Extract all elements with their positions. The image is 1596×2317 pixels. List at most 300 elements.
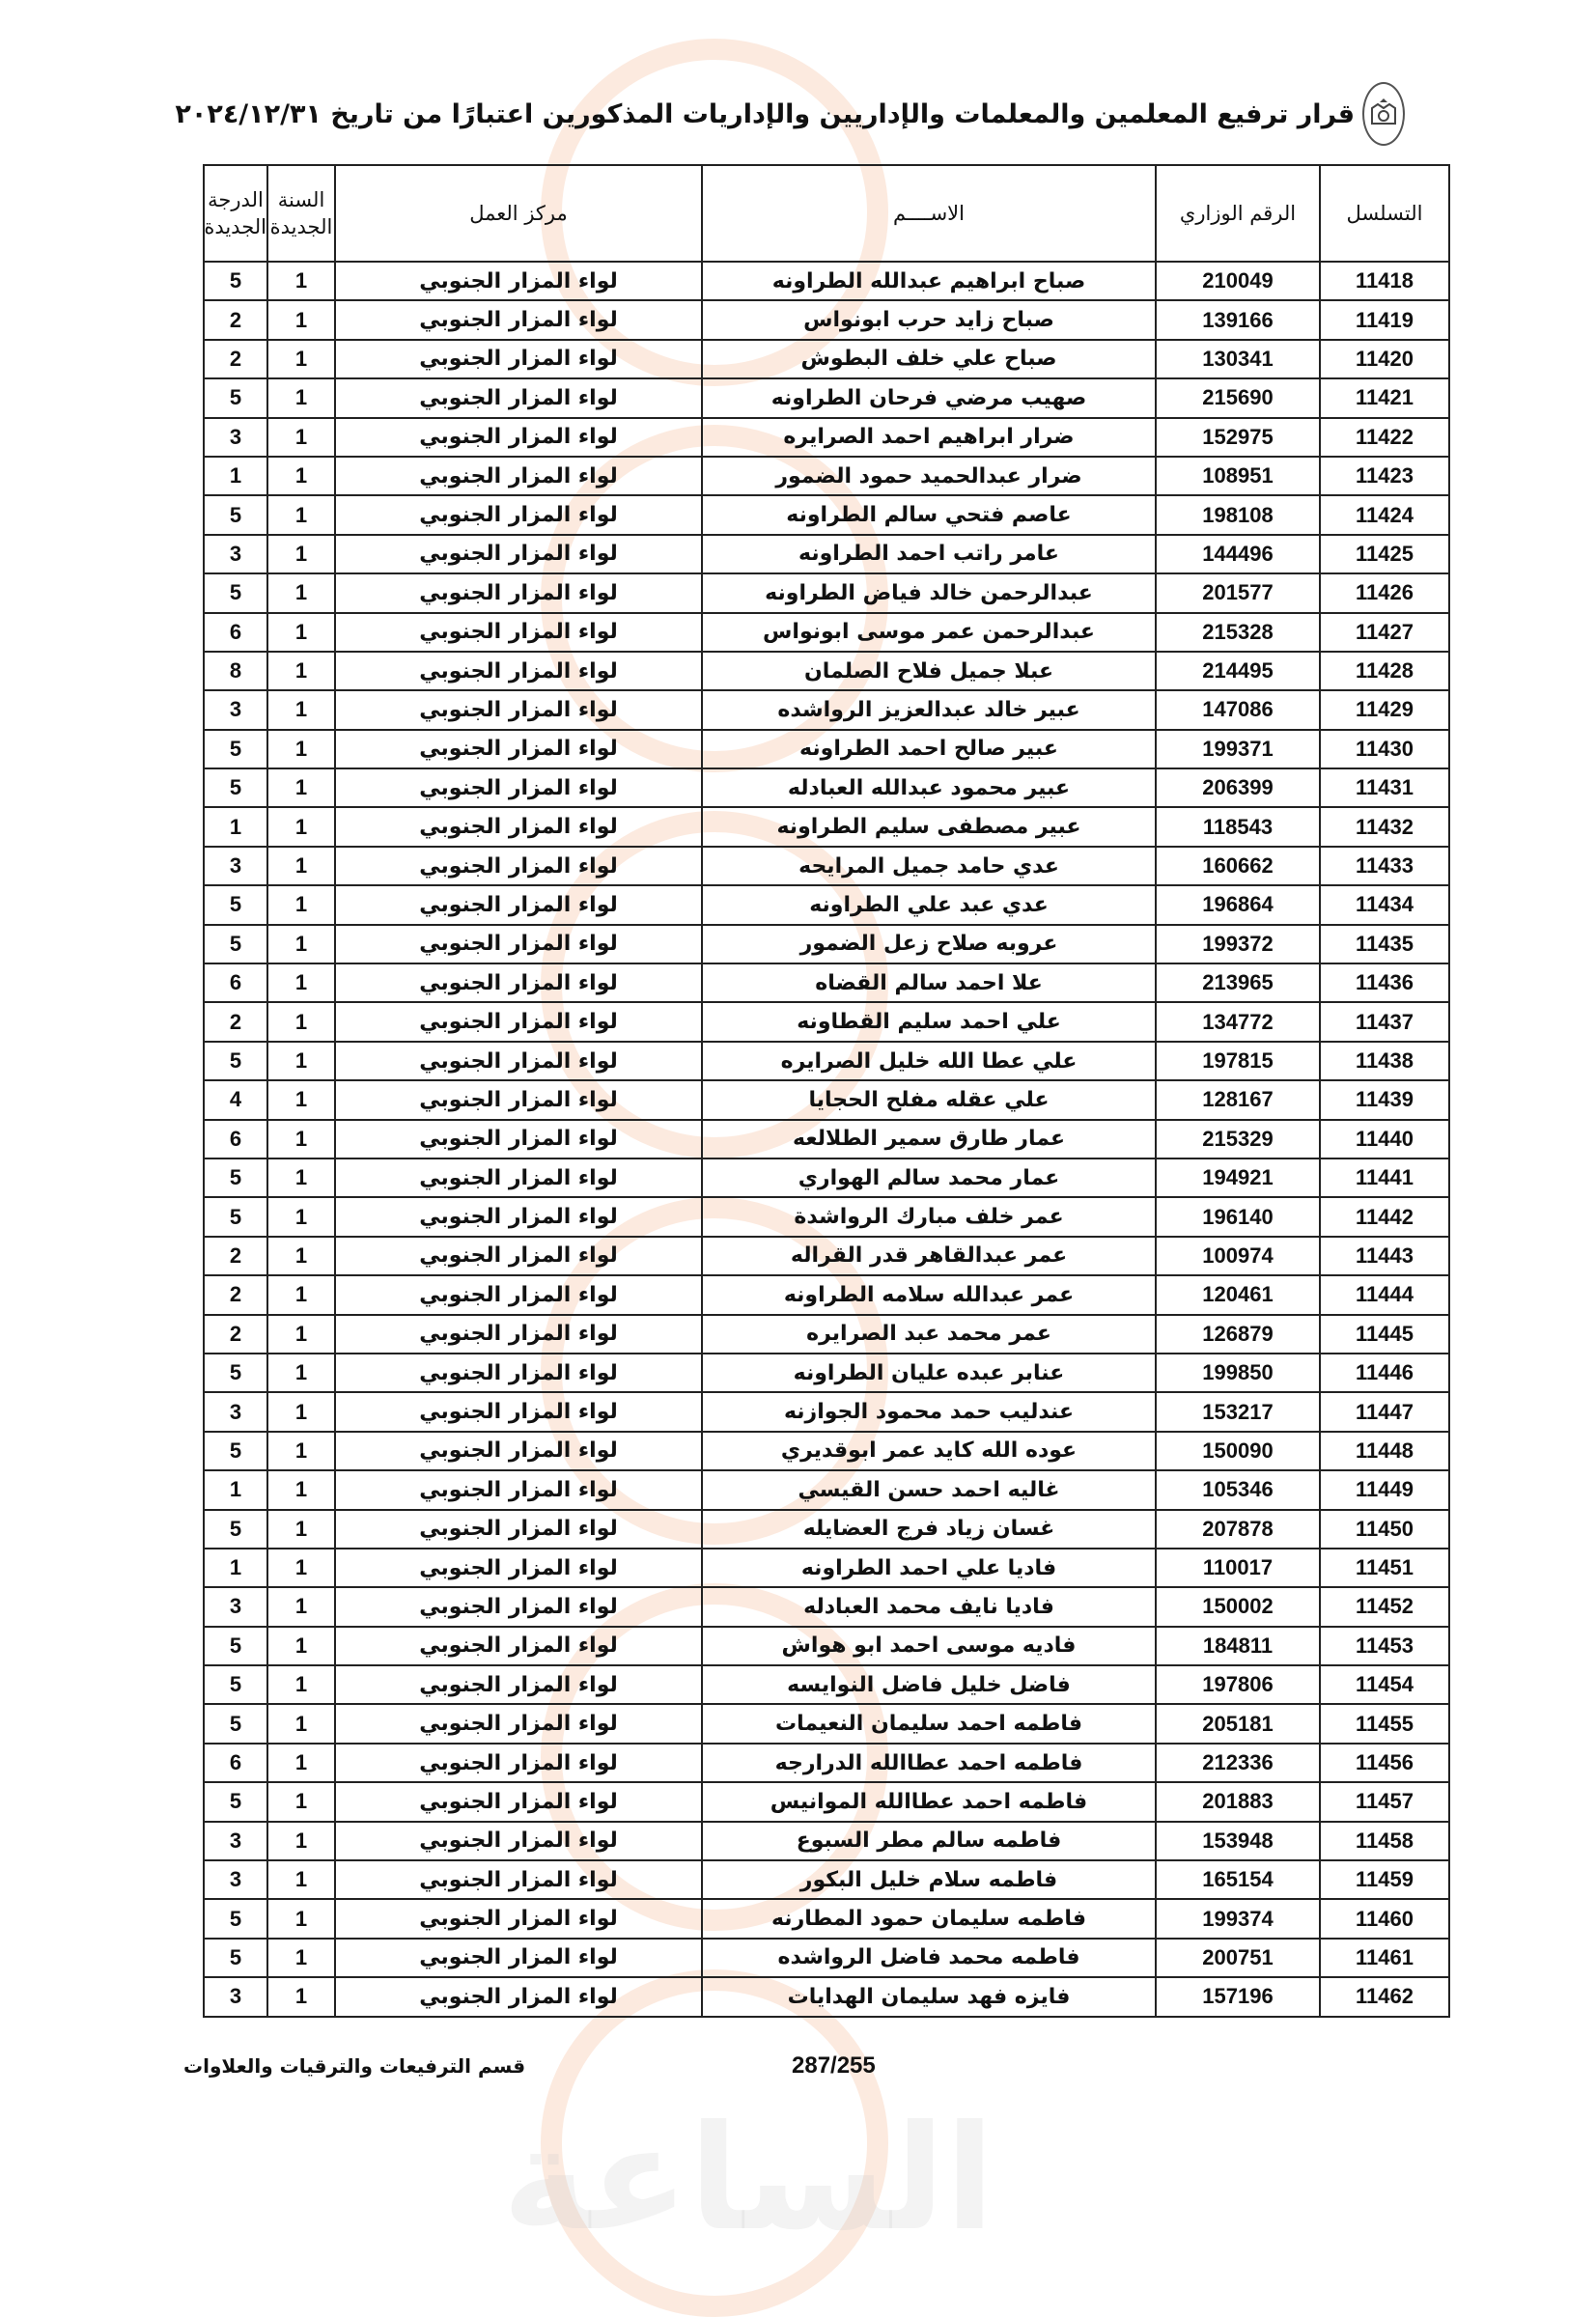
ministry-no-cell: 108951 [1156,457,1320,495]
new-year-cell: 1 [267,1744,335,1782]
ministry-no-cell: 105346 [1156,1470,1320,1509]
serial-cell: 11438 [1320,1042,1449,1080]
new-grade-cell: 5 [204,1939,267,1977]
work-center-cell: لواء المزار الجنوبي [335,1822,702,1860]
new-year-cell: 1 [267,1197,335,1236]
name-cell: عدي عبد علي الطراونه [702,885,1156,924]
work-center-cell: لواء المزار الجنوبي [335,730,702,768]
name-cell: عنابر عبده عليان الطراونه [702,1354,1156,1392]
name-cell: صهيب مرضي فرحان الطراونه [702,378,1156,417]
ministry-no-cell: 215690 [1156,378,1320,417]
work-center-cell: لواء المزار الجنوبي [335,1470,702,1509]
ministry-no-cell: 199372 [1156,925,1320,963]
table-row [204,1704,1449,1743]
ministry-no-cell: 157196 [1156,1977,1320,2016]
serial-cell: 11432 [1320,807,1449,846]
ministry-no-cell: 150090 [1156,1432,1320,1470]
name-cell: علي عطا الله خليل الصرايره [702,1042,1156,1080]
new-grade-cell: 6 [204,963,267,1002]
new-grade-cell: 1 [204,457,267,495]
new-year-cell: 1 [267,652,335,690]
table-row [204,847,1449,885]
table-row [204,885,1449,924]
work-center-cell: لواء المزار الجنوبي [335,1392,702,1431]
ministry-no-cell: 215328 [1156,613,1320,652]
name-cell: فاضل خليل فاضل النوايسه [702,1665,1156,1704]
ministry-no-cell: 200751 [1156,1939,1320,1977]
work-center-cell: لواء المزار الجنوبي [335,1977,702,2016]
new-year-cell: 1 [267,1315,335,1354]
work-center-cell: لواء المزار الجنوبي [335,1744,702,1782]
table-row [204,535,1449,573]
name-cell: فاطمه سلام خليل البكور [702,1860,1156,1899]
serial-cell: 11420 [1320,340,1449,378]
serial-cell: 11460 [1320,1899,1449,1938]
page-number: 287/255 [792,2052,876,2079]
new-year-cell: 1 [267,457,335,495]
new-year-cell: 1 [267,1470,335,1509]
serial-cell: 11443 [1320,1237,1449,1275]
new-year-cell: 1 [267,1665,335,1704]
work-center-cell: لواء المزار الجنوبي [335,1704,702,1743]
new-year-cell: 1 [267,613,335,652]
serial-cell: 11459 [1320,1860,1449,1899]
document-header [175,75,1405,153]
ministry-no-cell: 144496 [1156,535,1320,573]
table-row [204,1432,1449,1470]
serial-cell: 11431 [1320,768,1449,807]
name-cell: عمر محمد عبد الصرايره [702,1315,1156,1354]
ministry-no-cell: 160662 [1156,847,1320,885]
serial-cell: 11421 [1320,378,1449,417]
new-year-cell: 1 [267,1080,335,1119]
work-center-cell: لواء المزار الجنوبي [335,262,702,300]
name-cell: عروبه صلاح زعل الضمور [702,925,1156,963]
work-center-cell: لواء المزار الجنوبي [335,418,702,457]
work-center-cell: لواء المزار الجنوبي [335,1275,702,1314]
new-grade-cell: 2 [204,1002,267,1041]
department-label: قسم الترفيعات والترقيات والعلاوات [183,2054,526,2078]
work-center-cell: لواء المزار الجنوبي [335,1080,702,1119]
new-grade-cell: 5 [204,1899,267,1938]
serial-cell: 11419 [1320,300,1449,339]
serial-cell: 11429 [1320,690,1449,729]
serial-cell: 11452 [1320,1587,1449,1626]
new-grade-cell: 3 [204,847,267,885]
work-center-cell: لواء المزار الجنوبي [335,1782,702,1821]
table-row [204,457,1449,495]
table-row [204,652,1449,690]
new-year-cell: 1 [267,1002,335,1041]
new-year-cell: 1 [267,768,335,807]
table-row [204,573,1449,612]
serial-cell: 11447 [1320,1392,1449,1431]
new-year-cell: 1 [267,1939,335,1977]
column-header-serial: التسلسل [1320,165,1449,262]
new-grade-cell: 5 [204,1432,267,1470]
work-center-cell: لواء المزار الجنوبي [335,300,702,339]
ministry-no-cell: 215329 [1156,1120,1320,1158]
table-row [204,300,1449,339]
ministry-no-cell: 213965 [1156,963,1320,1002]
work-center-cell: لواء المزار الجنوبي [335,1587,702,1626]
work-center-cell: لواء المزار الجنوبي [335,1002,702,1041]
work-center-cell: لواء المزار الجنوبي [335,1510,702,1549]
new-year-cell: 1 [267,1977,335,2016]
new-grade-cell: 3 [204,1392,267,1431]
new-grade-cell: 5 [204,1197,267,1236]
name-cell: عمر عبدالقاهر قدر القراله [702,1237,1156,1275]
ministry-no-cell: 199371 [1156,730,1320,768]
table-row [204,495,1449,534]
ministry-no-cell: 126879 [1156,1315,1320,1354]
name-cell: غسان زياد فرج العضايله [702,1510,1156,1549]
name-cell: عدي حامد جميل المرايحه [702,847,1156,885]
new-year-cell: 1 [267,1158,335,1197]
new-year-cell: 1 [267,1782,335,1821]
new-year-cell: 1 [267,885,335,924]
name-cell: عمار محمد سالم الهواري [702,1158,1156,1197]
new-grade-cell: 5 [204,768,267,807]
name-cell: عبلا جميل فلاح الصلمان [702,652,1156,690]
ministry-no-cell: 139166 [1156,300,1320,339]
new-grade-cell: 3 [204,690,267,729]
table-row [204,262,1449,300]
column-header-ministry-no: الرقم الوزاري [1156,165,1320,262]
ministry-no-cell: 152975 [1156,418,1320,457]
ministry-no-cell: 196140 [1156,1197,1320,1236]
serial-cell: 11422 [1320,418,1449,457]
new-grade-cell: 3 [204,535,267,573]
name-cell: عبير مصطفى سليم الطراونه [702,807,1156,846]
ministry-no-cell: 150002 [1156,1587,1320,1626]
new-year-cell: 1 [267,1899,335,1938]
name-cell: فاطمه سالم مطر السبوع [702,1822,1156,1860]
table-row [204,1627,1449,1665]
new-year-cell: 1 [267,262,335,300]
serial-cell: 11456 [1320,1744,1449,1782]
new-grade-cell: 6 [204,1120,267,1158]
new-year-cell: 1 [267,1822,335,1860]
new-year-cell: 1 [267,1627,335,1665]
new-grade-cell: 1 [204,1549,267,1587]
name-cell: فاطمه محمد فاضل الرواشده [702,1939,1156,1977]
table-row [204,1665,1449,1704]
ministry-no-cell: 194921 [1156,1158,1320,1197]
name-cell: عبير خالد عبدالعزيز الرواشده [702,690,1156,729]
ministry-no-cell: 110017 [1156,1549,1320,1587]
column-header-new-year: السنة الجديدة [267,165,335,262]
new-grade-cell: 3 [204,1977,267,2016]
new-grade-cell: 3 [204,418,267,457]
new-year-cell: 1 [267,1432,335,1470]
table-row [204,1120,1449,1158]
new-grade-cell: 5 [204,1354,267,1392]
table-row [204,690,1449,729]
table-row [204,1354,1449,1392]
work-center-cell: لواء المزار الجنوبي [335,1354,702,1392]
name-cell: فاديا نايف محمد العبادله [702,1587,1156,1626]
table-row [204,1315,1449,1354]
new-grade-cell: 3 [204,1587,267,1626]
new-year-cell: 1 [267,847,335,885]
serial-cell: 11436 [1320,963,1449,1002]
new-year-cell: 1 [267,1392,335,1431]
new-year-cell: 1 [267,573,335,612]
serial-cell: 11430 [1320,730,1449,768]
work-center-cell: لواء المزار الجنوبي [335,1939,702,1977]
ministry-no-cell: 100974 [1156,1237,1320,1275]
new-grade-cell: 2 [204,1237,267,1275]
ministry-no-cell: 212336 [1156,1744,1320,1782]
new-grade-cell: 5 [204,573,267,612]
work-center-cell: لواء المزار الجنوبي [335,1899,702,1938]
work-center-cell: لواء المزار الجنوبي [335,963,702,1002]
table-row [204,963,1449,1002]
ministry-no-cell: 201883 [1156,1782,1320,1821]
new-year-cell: 1 [267,690,335,729]
new-year-cell: 1 [267,378,335,417]
ministry-no-cell: 196864 [1156,885,1320,924]
work-center-cell: لواء المزار الجنوبي [335,573,702,612]
name-cell: عبدالرحمن خالد فياض الطراونه [702,573,1156,612]
work-center-cell: لواء المزار الجنوبي [335,1665,702,1704]
table-header-row [204,165,1449,262]
column-header-work-center: مركز العمل [335,165,702,262]
ministry-no-cell: 197815 [1156,1042,1320,1080]
ministry-no-cell: 128167 [1156,1080,1320,1119]
new-grade-cell: 5 [204,1665,267,1704]
name-cell: صباح علي خلف البطوش [702,340,1156,378]
table-row [204,768,1449,807]
table-row [204,1275,1449,1314]
promotion-table [203,164,1450,2018]
table-row [204,1470,1449,1509]
new-year-cell: 1 [267,340,335,378]
new-year-cell: 1 [267,1510,335,1549]
table-row [204,418,1449,457]
work-center-cell: لواء المزار الجنوبي [335,1432,702,1470]
new-year-cell: 1 [267,1860,335,1899]
name-cell: عوده الله كايد عمر ابوقديري [702,1432,1156,1470]
table-row [204,1549,1449,1587]
work-center-cell: لواء المزار الجنوبي [335,340,702,378]
name-cell: غاليه احمد حسن القيسي [702,1470,1156,1509]
table-row [204,1042,1449,1080]
new-year-cell: 1 [267,807,335,846]
serial-cell: 11426 [1320,573,1449,612]
serial-cell: 11448 [1320,1432,1449,1470]
new-grade-cell: 2 [204,340,267,378]
serial-cell: 11439 [1320,1080,1449,1119]
work-center-cell: لواء المزار الجنوبي [335,457,702,495]
serial-cell: 11428 [1320,652,1449,690]
ministry-no-cell: 120461 [1156,1275,1320,1314]
work-center-cell: لواء المزار الجنوبي [335,1120,702,1158]
ministry-no-cell: 184811 [1156,1627,1320,1665]
serial-cell: 11446 [1320,1354,1449,1392]
ministry-no-cell: 118543 [1156,807,1320,846]
name-cell: فايزه فهد سليمان الهدايات [702,1977,1156,2016]
serial-cell: 11433 [1320,847,1449,885]
work-center-cell: لواء المزار الجنوبي [335,378,702,417]
serial-cell: 11454 [1320,1665,1449,1704]
serial-cell: 11434 [1320,885,1449,924]
table-row [204,1860,1449,1899]
new-grade-cell: 6 [204,1744,267,1782]
serial-cell: 11449 [1320,1470,1449,1509]
table-row [204,1392,1449,1431]
new-grade-cell: 2 [204,1315,267,1354]
serial-cell: 11455 [1320,1704,1449,1743]
work-center-cell: لواء المزار الجنوبي [335,847,702,885]
new-grade-cell: 5 [204,730,267,768]
table-row [204,807,1449,846]
new-year-cell: 1 [267,1042,335,1080]
table-row [204,613,1449,652]
new-year-cell: 1 [267,1354,335,1392]
new-grade-cell: 5 [204,885,267,924]
name-cell: عامر راتب احمد الطراونه [702,535,1156,573]
new-grade-cell: 3 [204,1860,267,1899]
work-center-cell: لواء المزار الجنوبي [335,1158,702,1197]
serial-cell: 11453 [1320,1627,1449,1665]
table-row [204,925,1449,963]
new-grade-cell: 8 [204,652,267,690]
watermark-clock-icon [541,1969,888,2317]
new-grade-cell: 3 [204,1822,267,1860]
serial-cell: 11440 [1320,1120,1449,1158]
table-row [204,1977,1449,2016]
serial-cell: 11444 [1320,1275,1449,1314]
jordan-coat-of-arms-icon [1362,82,1405,146]
table-row [204,1002,1449,1041]
work-center-cell: لواء المزار الجنوبي [335,1237,702,1275]
name-cell: عبير صالح احمد الطراونه [702,730,1156,768]
work-center-cell: لواء المزار الجنوبي [335,807,702,846]
column-header-name: الاســــم [702,165,1156,262]
work-center-cell: لواء المزار الجنوبي [335,495,702,534]
serial-cell: 11435 [1320,925,1449,963]
serial-cell: 11451 [1320,1549,1449,1587]
ministry-no-cell: 199374 [1156,1899,1320,1938]
ministry-no-cell: 134772 [1156,1002,1320,1041]
new-year-cell: 1 [267,925,335,963]
work-center-cell: لواء المزار الجنوبي [335,690,702,729]
ministry-no-cell: 198108 [1156,495,1320,534]
new-year-cell: 1 [267,1237,335,1275]
serial-cell: 11458 [1320,1822,1449,1860]
table-row [204,1158,1449,1197]
work-center-cell: لواء المزار الجنوبي [335,1860,702,1899]
table-row [204,1237,1449,1275]
name-cell: عمار طارق سمير الطلالعه [702,1120,1156,1158]
name-cell: صباح زايد حرب ابونواس [702,300,1156,339]
table-row [204,1939,1449,1977]
new-grade-cell: 2 [204,1275,267,1314]
new-grade-cell: 5 [204,1042,267,1080]
serial-cell: 11418 [1320,262,1449,300]
name-cell: علا احمد سالم القضاه [702,963,1156,1002]
new-grade-cell: 5 [204,1158,267,1197]
name-cell: ضرار عبدالحميد حمود الضمور [702,457,1156,495]
ministry-no-cell: 147086 [1156,690,1320,729]
work-center-cell: لواء المزار الجنوبي [335,885,702,924]
work-center-cell: لواء المزار الجنوبي [335,1197,702,1236]
new-grade-cell: 5 [204,495,267,534]
serial-cell: 11427 [1320,613,1449,652]
new-grade-cell: 2 [204,300,267,339]
ministry-no-cell: 201577 [1156,573,1320,612]
column-header-new-grade: الدرجة الجديدة [204,165,267,262]
table-row [204,1080,1449,1119]
new-year-cell: 1 [267,535,335,573]
new-grade-cell: 5 [204,262,267,300]
work-center-cell: لواء المزار الجنوبي [335,613,702,652]
name-cell: عبدالرحمن عمر موسى ابونواس [702,613,1156,652]
new-grade-cell: 5 [204,925,267,963]
name-cell: عبير محمود عبدالله العبادله [702,768,1156,807]
new-grade-cell: 1 [204,1470,267,1509]
work-center-cell: لواء المزار الجنوبي [335,768,702,807]
serial-cell: 11450 [1320,1510,1449,1549]
name-cell: ضرار ابراهيم احمد الصرايره [702,418,1156,457]
new-grade-cell: 5 [204,1782,267,1821]
name-cell: عمر خلف مبارك الرواشدة [702,1197,1156,1236]
page-title: قرار ترفيع المعلمين والمعلمات والإداريين والإداريات المذكورين اعتبارًا من تاريخ ٢٠٢٤/١٢/٣١ [175,98,1355,129]
ministry-no-cell: 197806 [1156,1665,1320,1704]
new-year-cell: 1 [267,495,335,534]
work-center-cell: لواء المزار الجنوبي [335,1315,702,1354]
serial-cell: 11461 [1320,1939,1449,1977]
new-grade-cell: 5 [204,1704,267,1743]
ministry-no-cell: 210049 [1156,262,1320,300]
ministry-no-cell: 153217 [1156,1392,1320,1431]
ministry-no-cell: 207878 [1156,1510,1320,1549]
ministry-no-cell: 214495 [1156,652,1320,690]
name-cell: فاطمه سليمان حمود المطارنه [702,1899,1156,1938]
serial-cell: 11445 [1320,1315,1449,1354]
ministry-no-cell: 130341 [1156,340,1320,378]
table-row [204,730,1449,768]
name-cell: فاديا علي احمد الطراونه [702,1549,1156,1587]
new-grade-cell: 4 [204,1080,267,1119]
serial-cell: 11441 [1320,1158,1449,1197]
watermark-text: الساعة [502,2095,995,2263]
new-grade-cell: 6 [204,613,267,652]
work-center-cell: لواء المزار الجنوبي [335,652,702,690]
serial-cell: 11437 [1320,1002,1449,1041]
new-year-cell: 1 [267,418,335,457]
name-cell: صباح ابراهيم عبدالله الطراونه [702,262,1156,300]
work-center-cell: لواء المزار الجنوبي [335,535,702,573]
table-row [204,1587,1449,1626]
table-row [204,1197,1449,1236]
new-grade-cell: 5 [204,378,267,417]
work-center-cell: لواء المزار الجنوبي [335,1627,702,1665]
table-row [204,340,1449,378]
name-cell: علي عقله مفلح الحجايا [702,1080,1156,1119]
serial-cell: 11462 [1320,1977,1449,2016]
serial-cell: 11442 [1320,1197,1449,1236]
new-year-cell: 1 [267,1704,335,1743]
new-year-cell: 1 [267,300,335,339]
ministry-no-cell: 206399 [1156,768,1320,807]
table-row [204,1744,1449,1782]
new-grade-cell: 5 [204,1510,267,1549]
new-year-cell: 1 [267,1549,335,1587]
new-year-cell: 1 [267,730,335,768]
